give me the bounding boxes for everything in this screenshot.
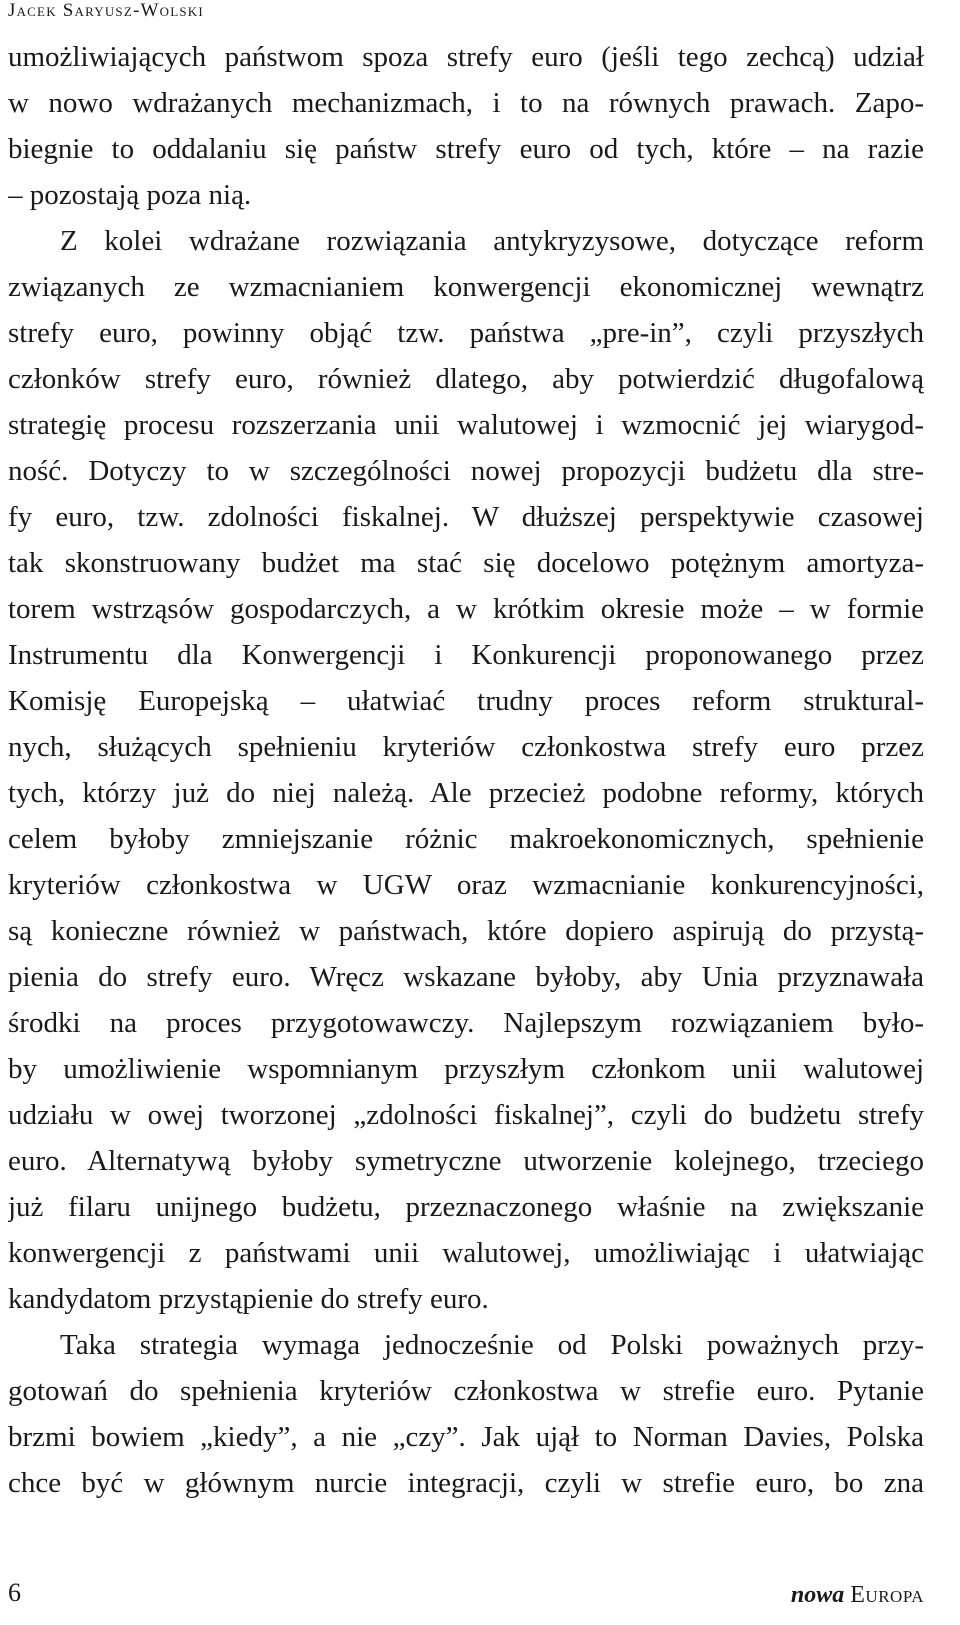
text-line: udziału w owej tworzonej „zdolności fiskalnej”, czyli do budżetu strefy xyxy=(8,1099,924,1131)
brand-europa: Europa xyxy=(850,1582,924,1608)
text-line: chce być w głównym nurcie integracji, czyli w strefie euro, bo zna xyxy=(8,1467,924,1499)
text-line: umożliwiających państwom spoza strefy euro (jeśli tego zechcą) udział xyxy=(8,41,924,73)
text-line: biegnie to oddalaniu się państw strefy euro od tych, które – na razie xyxy=(8,133,924,165)
text-line: strefy euro, powinny objąć tzw. państwa „pre-in”, czyli przyszłych xyxy=(8,317,924,349)
text-line: brzmi bowiem „kiedy”, a nie „czy”. Jak ujął to Norman Davies, Polska xyxy=(8,1421,924,1453)
text-line: tak skonstruowany budżet ma stać się docelowo potężnym amortyza- xyxy=(8,547,924,579)
publication-brand xyxy=(791,1582,924,1609)
text-line: – pozostają poza nią. xyxy=(8,179,252,211)
brand-nowa: nowa xyxy=(790,1582,845,1608)
text-line: Z kolei wdrażane rozwiązania antykryzysowe, dotyczące reform xyxy=(60,225,924,257)
text-line: kryteriów członkostwa w UGW oraz wzmacnianie konkurencyjności, xyxy=(8,869,924,901)
text-line: strategię procesu rozszerzania unii walutowej i wzmocnić jej wiarygod- xyxy=(8,409,924,441)
paragraph xyxy=(8,34,924,218)
text-line: środki na proces przygotowawczy. Najlepszym rozwiązaniem było- xyxy=(8,1007,924,1039)
text-line: celem byłoby zmniejszanie różnic makroekonomicznych, spełnienie xyxy=(8,823,924,855)
body-text xyxy=(8,34,924,1506)
text-line: Instrumentu dla Konwergencji i Konkurencji proponowanego przez xyxy=(8,639,924,671)
text-line: pienia do strefy euro. Wręcz wskazane byłoby, aby Unia przyznawała xyxy=(8,961,924,993)
author-name: Jacek Saryusz-Wolski xyxy=(8,0,204,21)
text-line: Taka strategia wymaga jednocześnie od Polski poważnych przy- xyxy=(60,1329,924,1361)
text-line: już filaru unijnego budżetu, przeznaczonego właśnie na zwiększanie xyxy=(8,1191,924,1223)
text-line: euro. Alternatywą byłoby symetryczne utworzenie kolejnego, trzeciego xyxy=(8,1145,924,1177)
text-line: nych, służących spełnieniu kryteriów członkostwa strefy euro przez xyxy=(8,731,924,763)
paragraph xyxy=(8,1322,924,1506)
text-line: są konieczne również w państwach, które dopiero aspirują do przystą- xyxy=(8,915,924,947)
paragraph xyxy=(8,218,924,1322)
running-head-author xyxy=(8,0,204,22)
text-line: ność. Dotyczy to w szczególności nowej propozycji budżetu dla stre- xyxy=(8,455,924,487)
text-line: związanych ze wzmacnianiem konwergencji ekonomicznej wewnątrz xyxy=(8,271,924,303)
text-line: członków strefy euro, również dlatego, aby potwierdzić długofalową xyxy=(8,363,924,395)
text-line: fy euro, tzw. zdolności fiskalnej. W dłuższej perspektywie czasowej xyxy=(8,501,924,533)
text-line: torem wstrząsów gospodarczych, a w krótkim okresie może – w formie xyxy=(8,593,924,625)
text-line: tych, którzy już do niej należą. Ale przecież podobne reformy, których xyxy=(8,777,924,809)
text-line: w nowo wdrażanych mechanizmach, i to na równych prawach. Zapo- xyxy=(8,87,924,119)
text-line: by umożliwienie wspomnianym przyszłym członkom unii walutowej xyxy=(8,1053,924,1085)
text-line: gotowań do spełnienia kryteriów członkostwa w strefie euro. Pytanie xyxy=(8,1375,924,1407)
text-line: konwergencji z państwami unii walutowej, umożliwiając i ułatwiając xyxy=(8,1237,924,1269)
text-line: Komisję Europejską – ułatwiać trudny proces reform struktural- xyxy=(8,685,924,717)
page-number: 6 xyxy=(8,1578,21,1607)
text-line: kandydatom przystąpienie do strefy euro. xyxy=(8,1283,489,1315)
